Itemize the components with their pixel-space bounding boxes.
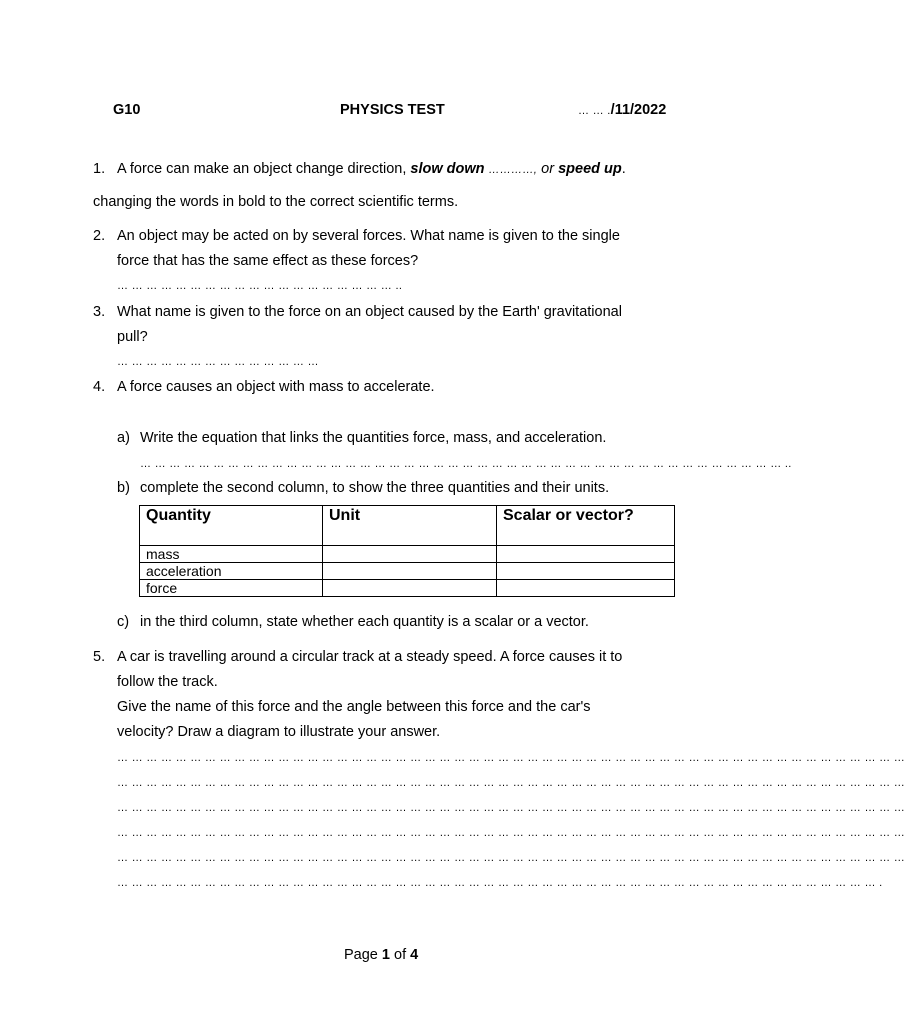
table-row	[140, 546, 675, 563]
q2-number: 2.	[93, 228, 106, 244]
date-blank: … … .	[578, 105, 611, 117]
q4b-label: b)	[117, 480, 130, 496]
q5-line4: velocity? Draw a diagram to illustrate your answer.	[117, 724, 441, 740]
q4a-text: Write the equation that links the quantities force, mass, and acceleration.	[140, 430, 607, 446]
q1-or: or	[541, 161, 555, 177]
table-header-scalar-vector: Scalar or vector?	[497, 506, 675, 546]
quantity-table	[139, 505, 675, 597]
q4b-text: complete the second column, to show the three quantities and their units.	[140, 480, 610, 496]
q4c-text: in the third column, state whether each quantity is a scalar or a vector.	[140, 614, 589, 630]
q5-line3: Give the name of this force and the angle between this force and the car's	[117, 699, 591, 715]
q5-line2: follow the track.	[117, 674, 218, 690]
table-cell-quantity: mass	[140, 546, 323, 563]
q4a-label: a)	[117, 430, 130, 446]
table-cell-scalar-vector[interactable]	[497, 563, 675, 580]
table-cell-unit[interactable]	[323, 563, 497, 580]
q3-line2: pull?	[117, 329, 148, 345]
table-header-row	[140, 506, 675, 546]
table-row	[140, 580, 675, 597]
q5-answer-line[interactable]: … … … … … … … … … … … … … … … … … … … … … … … … … … … … … … … … … … … … … … … … … … … … … … … … … … … … … …	[117, 827, 905, 839]
date-field	[578, 102, 666, 118]
grade-label: G10	[113, 102, 141, 118]
q1-bold-b: speed up	[558, 161, 622, 177]
q5-line1: A car is travelling around a circular track at a steady speed. A force causes it to	[117, 649, 623, 665]
table-cell-unit[interactable]	[323, 546, 497, 563]
page-total: 4	[410, 947, 419, 963]
q5-number: 5.	[93, 649, 106, 665]
table-row	[140, 563, 675, 580]
q4-text: A force causes an object with mass to accelerate.	[117, 379, 435, 395]
page-number: 1	[381, 947, 390, 963]
of-word: of	[394, 947, 407, 963]
q1-blank: …………,	[488, 164, 538, 176]
table-cell-unit[interactable]	[323, 580, 497, 597]
q5-answer-line[interactable]: … … … … … … … … … … … … … … … … … … … … … … … … … … … … … … … … … … … … … … … … … … … … … … … … … … … … .	[117, 877, 883, 889]
q2-line1: An object may be acted on by several forces. What name is given to the single	[117, 228, 620, 244]
date-value: /11/2022	[610, 102, 667, 118]
q1-number: 1.	[93, 161, 106, 177]
q1-text-a: A force can make an object change direction,	[117, 161, 407, 177]
q1-end: .	[621, 161, 626, 177]
q2-line2: force that has the same effect as these forces?	[117, 253, 419, 269]
table-cell-quantity: force	[140, 580, 323, 597]
q4-number: 4.	[93, 379, 106, 395]
q4c-label: c)	[117, 614, 130, 630]
q3-line1: What name is given to the force on an object caused by the Earth' gravitational	[117, 304, 622, 320]
q1-bold-a: slow down	[410, 161, 485, 177]
q1-text	[117, 161, 626, 177]
page-word: Page	[344, 947, 378, 963]
q1-followup: changing the words in bold to the correct scientific terms.	[93, 194, 459, 210]
table-header-unit: Unit	[323, 506, 497, 546]
q2-answer-line[interactable]: … … … … … … … … … … … … … … … … … … … ..	[117, 280, 403, 292]
q5-answer-line[interactable]: … … … … … … … … … … … … … … … … … … … … … … … … … … … … … … … … … … … … … … … … … … … … … … … … … … … … … …	[117, 802, 905, 814]
q4a-answer-line[interactable]: … … … … … … … … … … … … … … … … … … … … … … … … … … … … … … … … … … … … … … … … … … … … ..	[140, 458, 792, 470]
page-footer	[344, 947, 418, 963]
table-header-quantity: Quantity	[140, 506, 323, 546]
table-cell-scalar-vector[interactable]	[497, 546, 675, 563]
q5-answer-line[interactable]: … … … … … … … … … … … … … … … … … … … … … … … … … … … … … … … … … … … … … … … … … … … … … … … … … … … … … …	[117, 752, 905, 764]
table-cell-quantity: acceleration	[140, 563, 323, 580]
q5-answer-line[interactable]: … … … … … … … … … … … … … … … … … … … … … … … … … … … … … … … … … … … … … … … … … … … … … … … … … … … … … …	[117, 777, 905, 789]
table-cell-scalar-vector[interactable]	[497, 580, 675, 597]
test-title: PHYSICS TEST	[340, 102, 445, 118]
q3-answer-line[interactable]: … … … … … … … … … … … … … …	[117, 356, 319, 368]
q5-answer-line[interactable]: … … … … … … … … … … … … … … … … … … … … … … … … … … … … … … … … … … … … … … … … … … … … … … … … … … … … … …	[117, 852, 905, 864]
q3-number: 3.	[93, 304, 106, 320]
